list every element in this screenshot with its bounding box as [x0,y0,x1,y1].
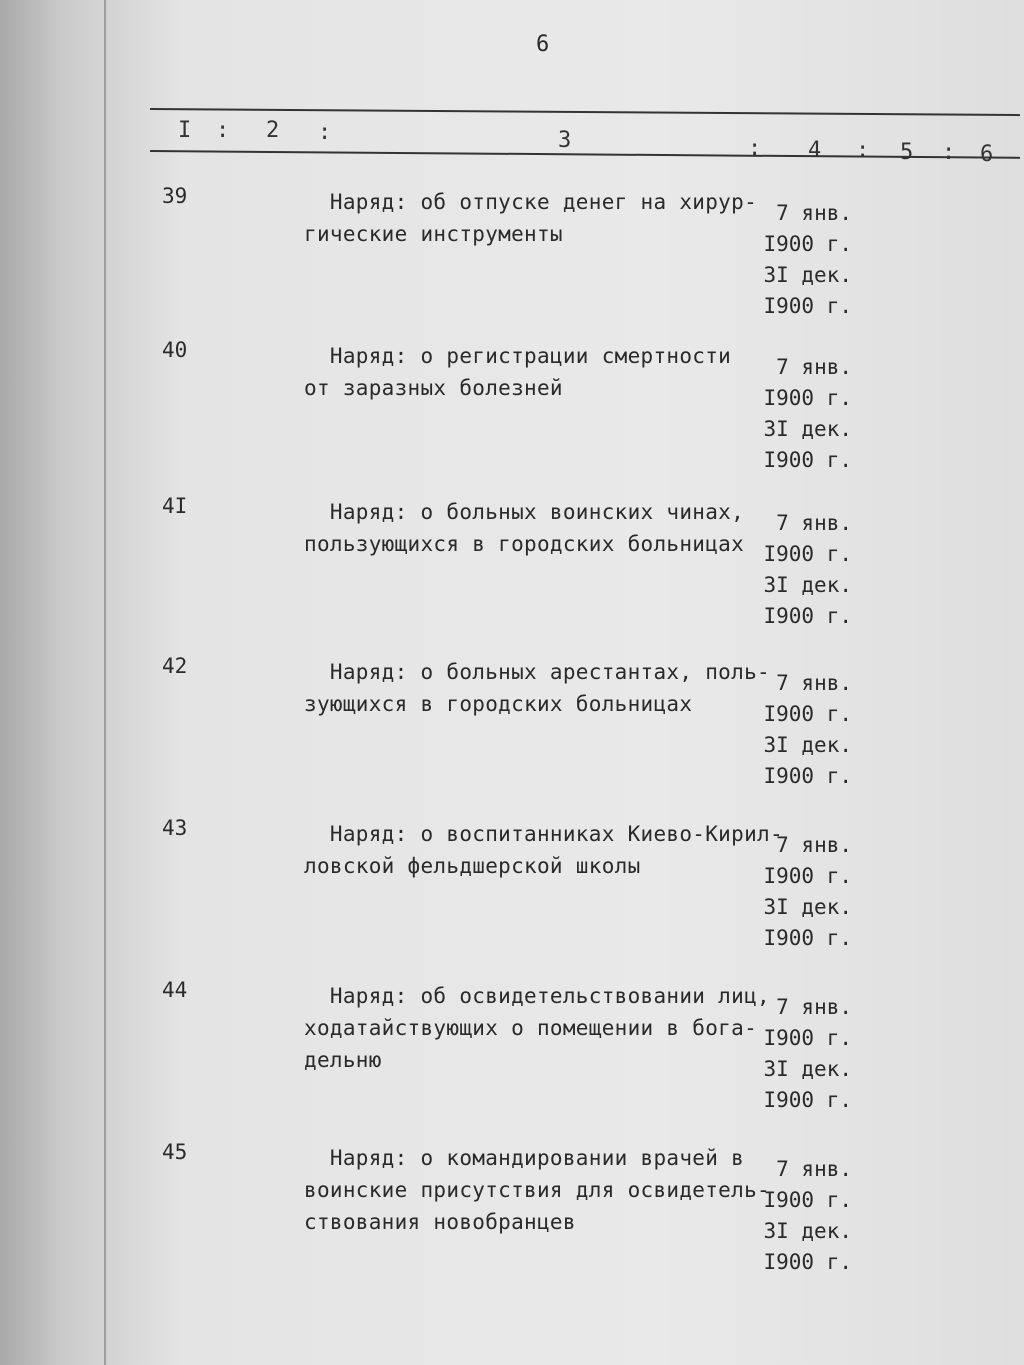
inventory-entry [106,1140,1024,1290]
header-sep: : [216,118,230,143]
entry-date-end-day: 3I дек. [763,573,852,597]
entry-title-line: Наряд: о командировании врачей в [304,1146,745,1170]
entry-date-start-day: 7 янв. [776,833,852,857]
header-col-4: 4 [808,138,822,163]
entry-date-end-day: 3I дек. [763,895,852,919]
entry-dates [756,992,852,1116]
entry-title [304,340,764,404]
entry-title-line: дельню [304,1048,382,1072]
entry-date-end-day: 3I дек. [763,263,852,287]
entry-date-end-day: 3I дек. [763,1057,852,1081]
entry-date-end-day: 3I дек. [763,1219,852,1243]
entry-title [304,818,783,882]
page-number: 6 [536,32,550,57]
header-col-6: 6 [980,142,994,167]
entry-date-end-year: I900 г. [763,926,852,950]
entry-date-end-day: 3I дек. [763,417,852,441]
entry-date-start-year: I900 г. [763,864,852,888]
inventory-entry [106,338,1024,488]
entry-dates [756,830,852,954]
entry-title-line: от заразных болезней [304,376,563,400]
entry-title [304,656,770,720]
entry-date-end-year: I900 г. [763,294,852,318]
entry-dates [756,352,852,476]
entry-title-line: зующихся в городских больницах [304,692,693,716]
entry-date-start-year: I900 г. [763,386,852,410]
header-sep: : [748,136,762,161]
entry-title-line: ловской фельдшерской школы [304,854,641,878]
entry-number: 44 [162,978,188,1002]
entry-date-start-year: I900 г. [763,1026,852,1050]
inventory-entry [106,978,1024,1128]
entry-title-line: гические инструменты [304,222,563,246]
entry-date-start-day: 7 янв. [776,1157,852,1181]
entry-title [304,1142,770,1238]
entry-dates [756,668,852,792]
table-header-bottom-rule [150,150,1020,159]
entry-number: 39 [162,184,188,208]
entry-date-start-year: I900 г. [763,1188,852,1212]
entry-number: 45 [162,1140,188,1164]
entry-number: 40 [162,338,188,362]
entry-title-line: Наряд: о регистрации смертности [304,344,732,368]
entry-date-start-day: 7 янв. [776,671,852,695]
previous-page-edge [0,0,110,1365]
entry-title-line: Наряд: о воспитанниках Киево-Кирил- [304,822,783,846]
entry-number: 4I [162,494,188,518]
entry-title-line: воинские присутствия для освидетель- [304,1178,770,1202]
entry-title-line: ходатайствующих о помещении в бога- [304,1016,758,1040]
header-sep: : [942,140,956,165]
entry-date-end-year: I900 г. [763,1250,852,1274]
entry-dates [756,508,852,632]
header-col-3: 3 [558,128,572,153]
table-header-top-rule [150,108,1020,116]
entry-date-end-year: I900 г. [763,604,852,628]
entry-date-end-year: I900 г. [763,764,852,788]
entry-title-line: Наряд: об освидетельствовании лиц, [304,984,770,1008]
header-sep: : [856,138,870,163]
entry-date-start-day: 7 янв. [776,355,852,379]
inventory-entry [106,654,1024,804]
entry-date-start-day: 7 янв. [776,201,852,225]
entry-title [304,186,764,250]
entry-date-start-year: I900 г. [763,702,852,726]
entry-date-start-day: 7 янв. [776,995,852,1019]
entry-number: 42 [162,654,188,678]
inventory-entry [106,184,1024,334]
header-col-2: 2 [266,118,280,143]
entry-title-line: ствования новобранцев [304,1210,576,1234]
entry-title-line: Наряд: о больных воинских чинах, [304,500,745,524]
header-sep: : [318,120,332,145]
entry-date-start-day: 7 янв. [776,511,852,535]
header-col-5: 5 [900,140,914,165]
entry-title [304,496,764,560]
entry-title-line: Наряд: об отпуске денег на хирур- [304,190,758,214]
entry-date-start-year: I900 г. [763,542,852,566]
entry-title-line: Наряд: о больных арестантах, поль- [304,660,770,684]
entry-date-end-day: 3I дек. [763,733,852,757]
entry-title [304,980,770,1076]
entry-date-start-year: I900 г. [763,232,852,256]
entry-dates [756,1154,852,1278]
entry-date-end-year: I900 г. [763,1088,852,1112]
entry-date-end-year: I900 г. [763,448,852,472]
document-page [104,0,1024,1365]
entry-title-line: пользующихся в городских больницах [304,532,745,556]
entry-number: 43 [162,816,188,840]
entry-dates [756,198,852,322]
inventory-entry [106,816,1024,966]
header-col-1: I [178,118,192,143]
inventory-entry [106,494,1024,644]
